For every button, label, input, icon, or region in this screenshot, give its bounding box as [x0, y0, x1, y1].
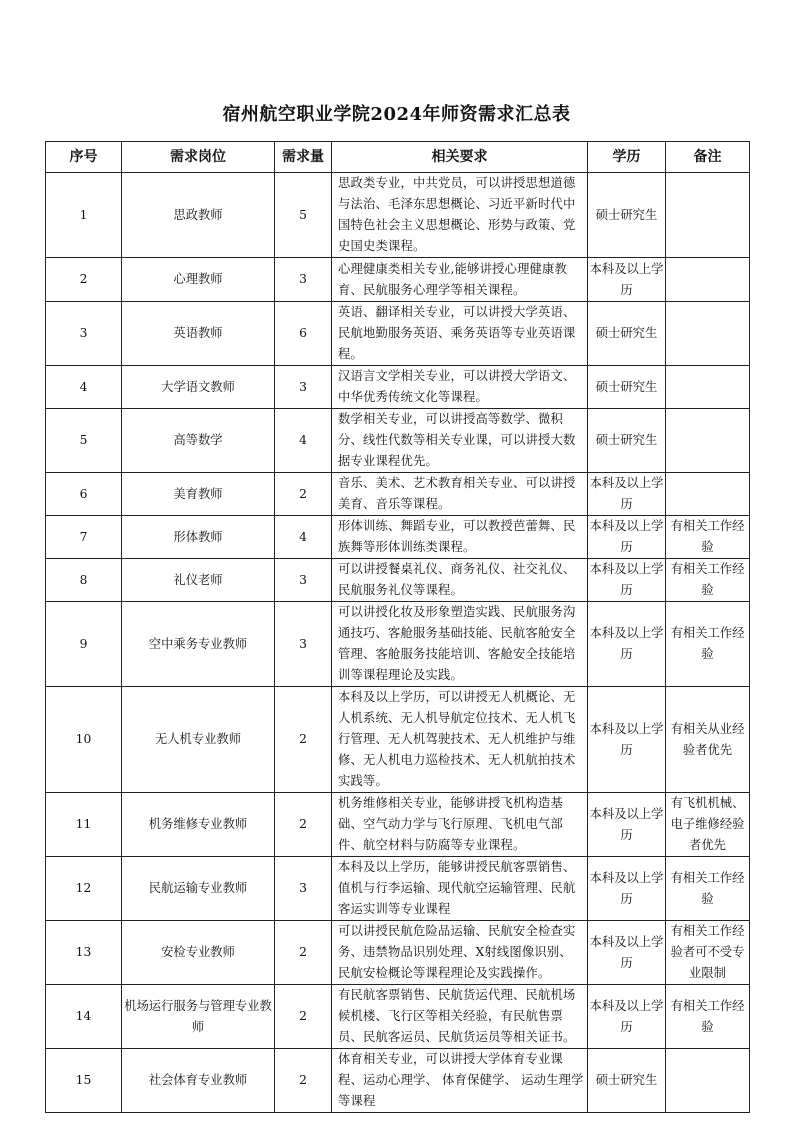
- position-name: 安检专业教师: [122, 921, 275, 985]
- row-number: 10: [46, 687, 122, 793]
- row-number: 8: [46, 559, 122, 602]
- header-count: 需求量: [275, 142, 332, 173]
- position-name: 形体教师: [122, 516, 275, 559]
- header-note: 备注: [666, 142, 750, 173]
- table-row: [46, 258, 750, 302]
- remark: [666, 366, 750, 409]
- remark: 有相关工作经验: [666, 857, 750, 921]
- table-row: [46, 793, 750, 857]
- remark: [666, 258, 750, 302]
- table-row: [46, 985, 750, 1049]
- position-name: 机务维修专业教师: [122, 793, 275, 857]
- demand-count: 6: [275, 302, 332, 366]
- table-header-row: [46, 142, 750, 173]
- demand-count: 2: [275, 985, 332, 1049]
- requirement-text: 机务维修相关专业，能够讲授飞机构造基础、空气动力学与飞行原理、飞机电气部件、航空材料与防腐等专业课程。: [332, 793, 588, 857]
- demand-count: 4: [275, 516, 332, 559]
- demand-count: 3: [275, 366, 332, 409]
- remark: [666, 473, 750, 516]
- position-name: 高等数学: [122, 409, 275, 473]
- remark: 有相关工作经验: [666, 516, 750, 559]
- education-level: 硕士研究生: [588, 1049, 666, 1113]
- table-row: [46, 302, 750, 366]
- education-level: 硕士研究生: [588, 366, 666, 409]
- remark: 有相关工作经验: [666, 985, 750, 1049]
- table-row: [46, 516, 750, 559]
- row-number: 3: [46, 302, 122, 366]
- education-level: 硕士研究生: [588, 409, 666, 473]
- education-level: 本科及以上学历: [588, 602, 666, 687]
- education-level: 本科及以上学历: [588, 793, 666, 857]
- requirement-text: 形体训练、舞蹈专业，可以教授芭蕾舞、民族舞等形体训练类课程。: [332, 516, 588, 559]
- position-name: 社会体育专业教师: [122, 1049, 275, 1113]
- position-name: 美育教师: [122, 473, 275, 516]
- requirement-text: 数学相关专业，可以讲授高等数学、微积分、线性代数等相关专业课，可以讲授大数据专业课程优先。: [332, 409, 588, 473]
- remark: [666, 409, 750, 473]
- table-row: [46, 921, 750, 985]
- position-name: 思政教师: [122, 173, 275, 258]
- row-number: 15: [46, 1049, 122, 1113]
- document-title: 宿州航空职业学院2024年师资需求汇总表: [222, 104, 571, 125]
- requirement-text: 有民航客票销售、民航货运代理、民航机场候机楼、飞行区等相关经验，有民航售票员、民航客运员、民航货运员等相关证书。: [332, 985, 588, 1049]
- remark: [666, 173, 750, 258]
- header-requirement: 相关要求: [332, 142, 588, 173]
- remark: 有相关工作经验: [666, 602, 750, 687]
- teacher-demand-table: [45, 141, 750, 1113]
- table-row: [46, 1049, 750, 1113]
- remark: 有相关工作经验: [666, 559, 750, 602]
- education-level: 本科及以上学历: [588, 985, 666, 1049]
- education-level: 本科及以上学历: [588, 473, 666, 516]
- requirement-text: 本科及以上学历，可以讲授无人机概论、无人机系统、无人机导航定位技术、无人机飞行管理、无人机驾驶技术、无人机维护与维修、无人机电力巡检技术、无人机航拍技术实践等。: [332, 687, 588, 793]
- education-level: 硕士研究生: [588, 173, 666, 258]
- table-row: [46, 687, 750, 793]
- position-name: 无人机专业教师: [122, 687, 275, 793]
- demand-count: 5: [275, 173, 332, 258]
- header-education: 学历: [588, 142, 666, 173]
- position-name: 民航运输专业教师: [122, 857, 275, 921]
- remark: 有相关从业经验者优先: [666, 687, 750, 793]
- requirement-text: 本科及以上学历，能够讲授民航客票销售、值机与行李运输、现代航空运输管理、民航客运实训等专业课程: [332, 857, 588, 921]
- position-name: 大学语文教师: [122, 366, 275, 409]
- row-number: 14: [46, 985, 122, 1049]
- position-name: 心理教师: [122, 258, 275, 302]
- position-name: 英语教师: [122, 302, 275, 366]
- requirement-text: 体育相关专业，可以讲授大学体育专业课程、运动心理学、 体育保健学、 运动生理学等课程: [332, 1049, 588, 1113]
- position-name: 空中乘务专业教师: [122, 602, 275, 687]
- requirement-text: 可以讲授餐桌礼仪、商务礼仪、社交礼仪、民航服务礼仪等课程。: [332, 559, 588, 602]
- table-row: [46, 173, 750, 258]
- row-number: 4: [46, 366, 122, 409]
- requirement-text: 音乐、美术、艺术教育相关专业、可以讲授美育、音乐等课程。: [332, 473, 588, 516]
- row-number: 6: [46, 473, 122, 516]
- education-level: 本科及以上学历: [588, 258, 666, 302]
- demand-count: 2: [275, 687, 332, 793]
- requirement-text: 可以讲授化妆及形象塑造实践、民航服务沟通技巧、客舱服务基础技能、民航客舱安全管理、客舱服务技能培训、客舱安全技能培训等课程理论及实践。: [332, 602, 588, 687]
- education-level: 本科及以上学历: [588, 559, 666, 602]
- row-number: 2: [46, 258, 122, 302]
- row-number: 12: [46, 857, 122, 921]
- requirement-text: 汉语言文学相关专业，可以讲授大学语文、中华优秀传统文化等课程。: [332, 366, 588, 409]
- table-row: [46, 559, 750, 602]
- demand-count: 2: [275, 921, 332, 985]
- demand-count: 3: [275, 559, 332, 602]
- row-number: 1: [46, 173, 122, 258]
- row-number: 13: [46, 921, 122, 985]
- requirement-text: 思政类专业，中共党员，可以讲授思想道德与法治、毛泽东思想概论、习近平新时代中国特色社会主义思想概论、形势与政策、党史国史类课程。: [332, 173, 588, 258]
- demand-count: 2: [275, 1049, 332, 1113]
- position-name: 机场运行服务与管理专业教师: [122, 985, 275, 1049]
- demand-count: 3: [275, 857, 332, 921]
- demand-count: 3: [275, 602, 332, 687]
- row-number: 7: [46, 516, 122, 559]
- demand-count: 2: [275, 473, 332, 516]
- remark: 有飞机机械、电子维修经验者优先: [666, 793, 750, 857]
- remark: 有相关工作经验者可不受专业限制: [666, 921, 750, 985]
- education-level: 硕士研究生: [588, 302, 666, 366]
- row-number: 11: [46, 793, 122, 857]
- table-row: [46, 366, 750, 409]
- position-name: 礼仪老师: [122, 559, 275, 602]
- requirement-text: 英语、翻译相关专业，可以讲授大学英语、民航地勤服务英语、乘务英语等专业英语课程。: [332, 302, 588, 366]
- table-row: [46, 602, 750, 687]
- table-row: [46, 473, 750, 516]
- education-level: 本科及以上学历: [588, 516, 666, 559]
- demand-count: 4: [275, 409, 332, 473]
- requirement-text: 可以讲授民航危险品运输、民航安全检查实务、违禁物品识别处理、X射线图像识别、民航安检概论等课程理论及实践操作。: [332, 921, 588, 985]
- header-no: 序号: [46, 142, 122, 173]
- requirement-text: 心理健康类相关专业,能够讲授心理健康教育、民航服务心理学等相关课程。: [332, 258, 588, 302]
- education-level: 本科及以上学历: [588, 921, 666, 985]
- header-position: 需求岗位: [122, 142, 275, 173]
- row-number: 5: [46, 409, 122, 473]
- table-row: [46, 409, 750, 473]
- demand-count: 3: [275, 258, 332, 302]
- remark: [666, 302, 750, 366]
- table-row: [46, 857, 750, 921]
- row-number: 9: [46, 602, 122, 687]
- demand-count: 2: [275, 793, 332, 857]
- education-level: 本科及以上学历: [588, 687, 666, 793]
- education-level: 本科及以上学历: [588, 857, 666, 921]
- remark: [666, 1049, 750, 1113]
